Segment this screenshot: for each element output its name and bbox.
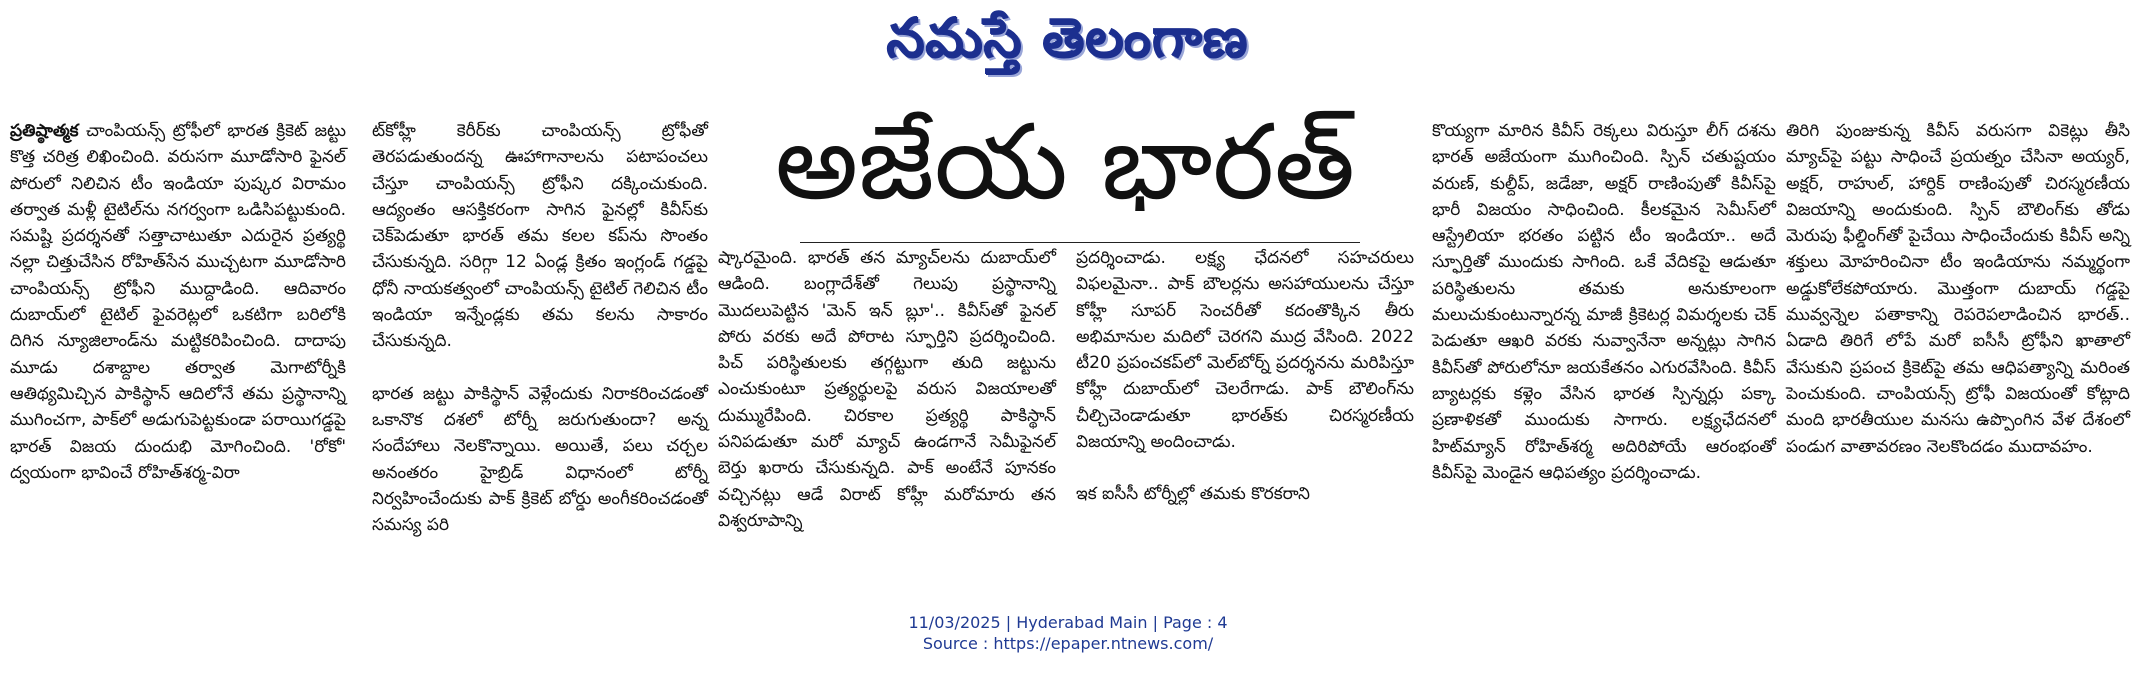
page-footer bbox=[0, 612, 2136, 654]
masthead bbox=[0, 2, 2136, 80]
paragraph: ప్రదర్శించాడు. లక్ష్య ఛేదనలో సహచరులు విఫలమైనా.. పాక్ బౌలర్లను అసహాయులను చేస్తూ కోహ్లీ సూపర్ సెంచరీతో కదంతొక్కిన తీరు అభిమానుల మదిలో చెరగని ముద్ర వేసింది. 2022 టీ20 ప్రపంచకప్‌లో మెల్‌బోర్న్ ప్రదర్శనను మరిపిస్తూ కోహ్లీ దుబాయ్‌లో చెలరేగాడు. పాక్ బౌలింగ్‌ను చీల్చిచెండాడుతూ భారత్‌కు చిరస్మరణీయ విజయాన్ని అందించాడు. bbox=[1076, 248, 1414, 453]
edition-info: 11/03/2025 | Hyderabad Main | Page : 4 bbox=[908, 613, 1228, 632]
lead-word: ప్రతిష్ఠాత్మక bbox=[10, 121, 79, 141]
article-column-5 bbox=[1432, 118, 1776, 486]
article-column-2 bbox=[372, 118, 708, 538]
masthead-logo: నమస్తే తెలంగాణ bbox=[887, 7, 1249, 70]
article-column-3 bbox=[718, 245, 1056, 534]
source-link[interactable]: Source : https://epaper.ntnews.com/ bbox=[922, 634, 1214, 653]
paragraph: తిరిగి పుంజుకున్న కివీస్ వరుసగా వికెట్లు తీసి మ్యాచ్‌పై పట్టు సాధించే ప్రయత్నం చేసినా అయ్యర్, అక్షర్, రాహుల్, హార్దిక్ రాణింపుతో చిరస్మరణీయ విజయాన్ని అందుకుంది. స్పిన్ బౌలింగ్‌కు తోడు మెరుపు ఫీల్డింగ్‌తో పైచేయి సాధించేందుకు కివీస్ అన్ని శక్తులు మోహరించినా టీం ఇండియాను నమ్మర్థంగా అడ్డుకోలేకపోయారు. మొత్తంగా దుబాయ్ గడ్డపై మువ్వన్నెల పతాకాన్ని రెపరెపలాడించిన భారత్.. ఏడాది తిరిగే లోపే మరో ఐసీసీ ట్రోఫీని ఖాతాలో వేసుకుని ప్రపంచ క్రికెట్‌పై తమ ఆధిపత్యాన్ని మరింత పెంచుకుంది. చాంపియన్స్ ట్రోఫీ విజయంతో కోట్లాది మంది భారతీయుల మనసు ఉప్పొంగిన వేళ దేశంలో పండుగ వాతావరణం నెలకొందడం ముదావహం. bbox=[1786, 121, 2130, 457]
paragraph-text: చాంపియన్స్ ట్రోఫీలో భారత క్రికెట్ జట్టు కొత్త చరిత్ర లిఖించింది. వరుసగా మూడోసారి ఫైనల్ పోరులో నిలిచిన టీం ఇండియా పుష్కర విరామం తర్వాత మళ్లీ టైటిల్‌ను నగర్వంగా ఒడిసిపట్టుకుంది. సమష్టి ప్రదర్శనతో సత్తాచాటుతూ ఎదురైన ప్రత్యర్థి నల్లా చిత్తుచేసిన రోహిత్‌సేన ముచ్చటగా మూడోసారి చాంపియన్స్ ట్రోఫీని ముద్దాడింది. ఆదివారం దుబాయ్‌లో టైటిల్ ఫైవరెట్లలో ఒకటిగా బరిలోకి దిగిన న్యూజిలాండ్‌ను మట్టికరిపించింది. దాదాపు మూడు దశాబ్దాల తర్వాత మెగాటోర్నీకి ఆతిథ్యమిచ్చిన పాకిస్థాన్ ఆదిలోనే తమ ప్రస్థానాన్ని ముగించగా, పాక్‌లో అడుగుపెట్టకుండా పరాయిగడ్డపై భారత్ విజయ దుందుభి మోగించింది. 'రోకో' ద్వయంగా భావించే రోహిత్‌శర్మ-విరా bbox=[10, 121, 347, 483]
article-column-4 bbox=[1076, 245, 1414, 508]
paragraph: భారత జట్టు పాకిస్థాన్ వెళ్లేందుకు నిరాకరించడంతో ఒకానొక దశలో టోర్నీ జరుగుతుందా? అన్న సందేహాలు నెలకొన్నాయి. అయితే, పలు చర్చల అనంతరం హైబ్రిడ్ విధానంలో టోర్నీ నిర్వహించేందుకు పాక్ క్రికెట్ బోర్డు అంగీకరించడంతో సమస్య పరి bbox=[372, 383, 708, 536]
paragraph: ట్‌కోహ్లీ కెరీర్‌కు చాంపియన్స్ ట్రోఫీతో తెరపడుతుందన్న ఊహాగానాలను పటాపంచలు చేస్తూ చాంపియన్స్ ట్రోఫీని దక్కించుకుంది. ఆద్యంతం ఆసక్తికరంగా సాగిన ఫైనల్లో కివీస్‌కు చెక్‌పెడుతూ భారత్ తమ కలల కప్‌ను సొంతం చేసుకున్నది. సరిగ్గా 12 ఏండ్ల క్రితం ఇంగ్లండ్ గడ్డపై ధోనీ నాయకత్వంలో చాంపియన్స్ టైటిల్ గెలిచిన టీం ఇండియా ఇన్నేండ్లకు తమ కలను సాకారం చేసుకున్నది. bbox=[372, 121, 708, 352]
headline: అజేయ భారత్ bbox=[774, 101, 1356, 223]
article-column-6 bbox=[1786, 118, 2130, 460]
paragraph: ష్కారమైంది. భారత్ తన మ్యాచ్‌లను దుబాయ్‌లో ఆడింది. బంగ్లాదేశ్‌తో గెలుపు ప్రస్థానాన్ని మొదలుపెట్టిన 'మెన్ ఇన్ బ్లూ'.. కివీస్‌తో ఫైనల్ పోరు వరకు అదే పోరాట స్ఫూర్తిని ప్రదర్శించింది. పిచ్ పరిస్థితులకు తగ్గట్టుగా తుది జట్టును ఎంచుకుంటూ ప్రత్యర్థులపై వరుస విజయాలతో దుమ్మురేపింది. చిరకాల ప్రత్యర్థి పాకిస్థాన్ పనిపడుతూ మరో మ్యాచ్ ఉండగానే సెమీఫైనల్ బెర్తు ఖరారు చేసుకున్నది. పాక్ అంటేనే పూనకం వచ్చినట్లు ఆడే విరాట్ కోహ్లీ మరోమారు తన విశ్వరూపాన్ని bbox=[718, 248, 1056, 531]
paragraph bbox=[10, 118, 346, 486]
paragraph: ఇక ఐసీసీ టోర్నీల్లో తమకు కొరకరాని bbox=[1076, 484, 1310, 505]
paragraph: కొయ్యగా మారిన కివీస్ రెక్కలు విరుస్తూ లీగ్ దశను భారత్ అజేయంగా ముగించింది. స్పిన్ చతుష్టయం వరుణ్, కుల్దీప్, జడేజా, అక్షర్ రాణింపుతో కివీస్‌పై భారీ విజయం సాధించింది. కీలకమైన సెమీస్‌లో ఆస్ట్రేలియా భరతం పట్టిన టీం ఇండియా.. అదే స్ఫూర్తితో ముందుకు సాగింది. ఒకే వేదికపై ఆడుతూ పరిస్థితులను తమకు అనుకూలంగా మలుచుకుంటున్నారన్న మాజీ క్రికెటర్ల విమర్శలకు చెక్ పెడుతూ ఆఖరి వరకు నువ్వానేనా అన్నట్లు సాగిన కివీస్‌తో పోరులోనూ జయకేతనం ఎగురవేసింది. కివీస్ బ్యాటర్లకు కళ్లెం వేసిన భారత స్పిన్నర్లు పక్కా ప్రణాళికతో ముందుకు సాగారు. లక్ష్యఛేదనలో హిట్‌మ్యాన్ రోహిత్‌శర్మ అదిరిపోయే ఆరంభంతో కివీస్‌పై మెండైన ఆధిపత్యం ప్రదర్శించాడు. bbox=[1432, 121, 1776, 483]
headline-divider bbox=[800, 242, 1360, 243]
article-column-1 bbox=[10, 118, 346, 486]
